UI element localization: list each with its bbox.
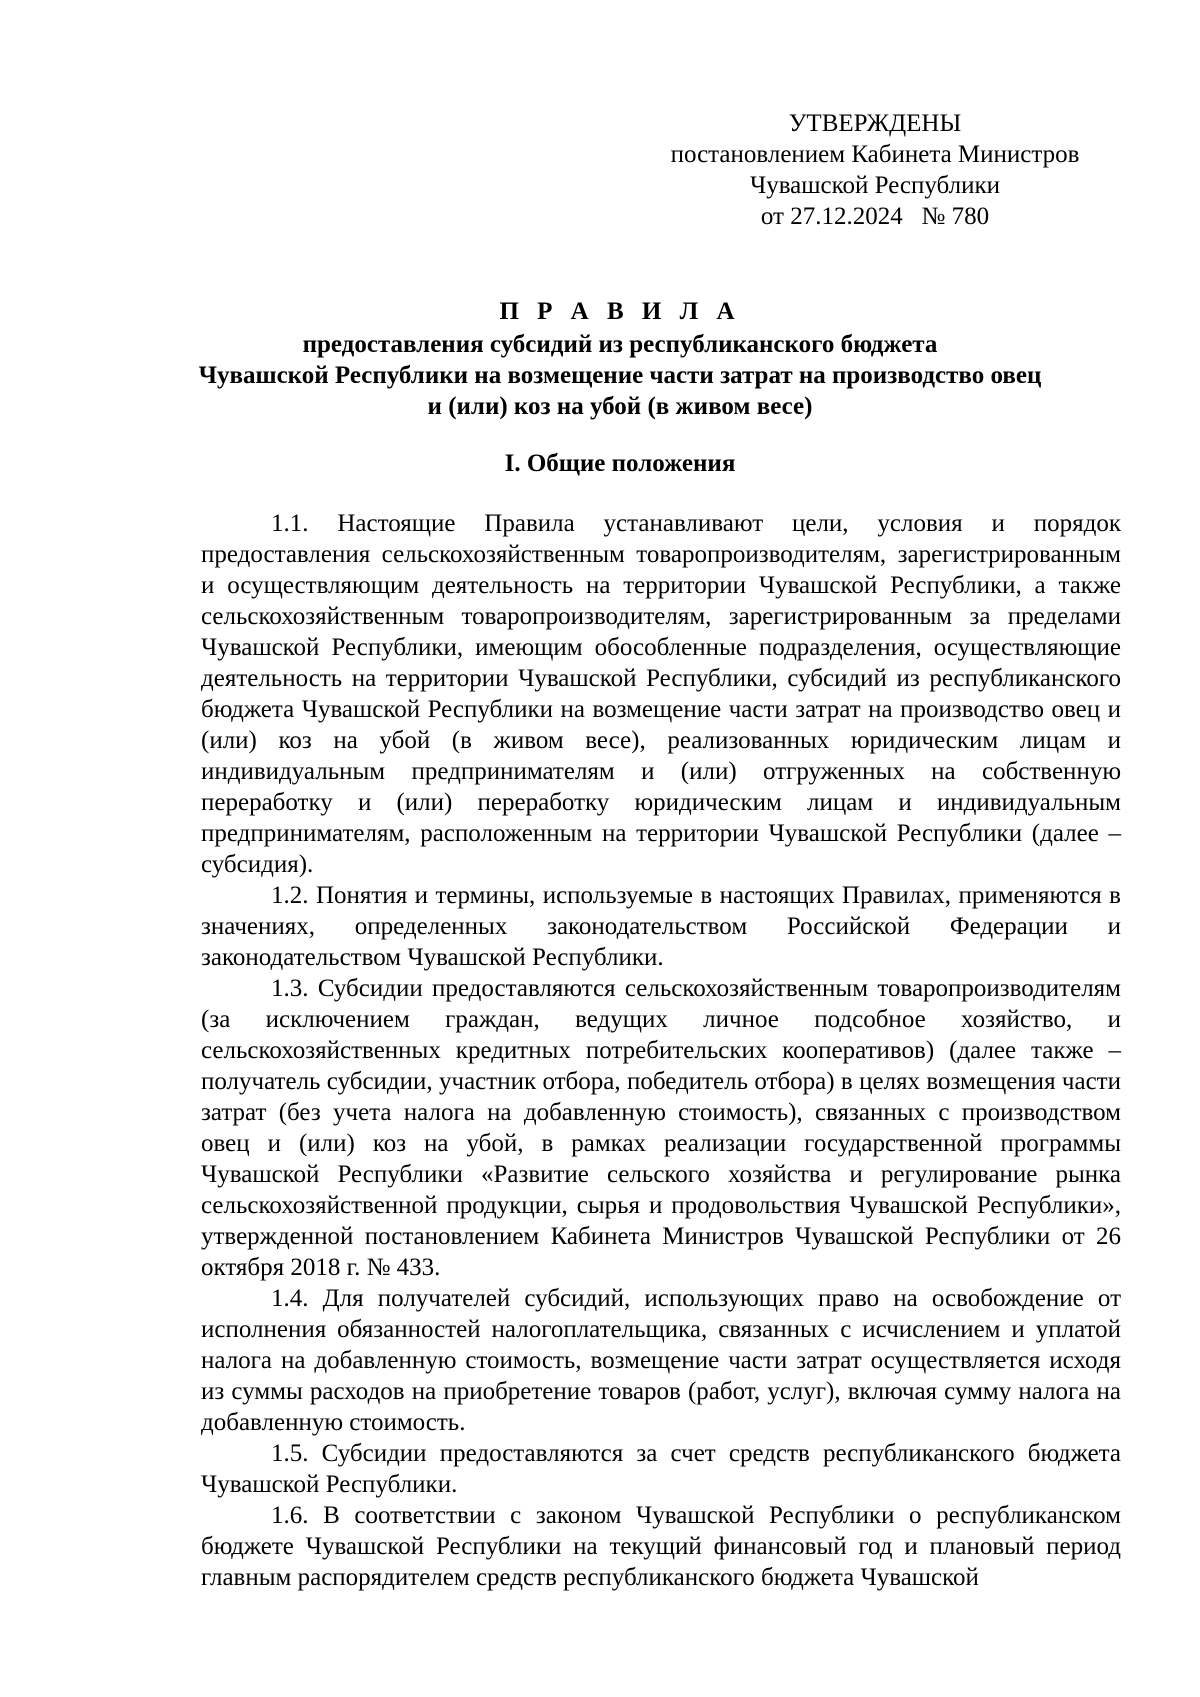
approval-issuer: постановлением Кабинета Министров: [670, 141, 1080, 168]
approval-stamp: [640, 108, 1110, 232]
document-title: [120, 296, 1120, 422]
paragraph-1-2: 1.2. Понятия и термины, используемые в настоящих Правилах, применяются в значениях, определенных законодательством Российской Федерации и законодательством Чувашской Республики.: [201, 882, 1121, 971]
document-body: [201, 508, 1121, 1593]
title-line-3: и (или) коз на убой (в живом весе): [427, 393, 813, 420]
title-heading: П Р А В И Л А: [499, 298, 741, 325]
approval-heading: УТВЕРЖДЕНЫ: [788, 110, 962, 137]
paragraph-1-5: 1.5. Субсидии предоставляются за счет средств республиканского бюджета Чувашской Республики.: [201, 1440, 1121, 1498]
approval-region: Чувашской Республики: [749, 172, 1001, 199]
approval-date-number: от 27.12.2024 № 780: [760, 203, 990, 230]
paragraph-1-4: 1.4. Для получателей субсидий, использующих право на освобождение от исполнения обязанностей налогоплательщика, связанных с исчислением и уплатой налога на добавленную стоимость, возмещение части затрат осуществляется исходя из суммы расходов на приобретение товаров (работ, услуг), включая сумму налога на добавленную стоимость.: [201, 1285, 1121, 1436]
paragraph-1-6: 1.6. В соответствии с законом Чувашской Республики о республиканском бюджете Чувашской Республики на текущий финансовый год и плановый период главным распорядителем средств республиканского бюджета Чувашской: [201, 1502, 1121, 1591]
paragraph-1-3: 1.3. Субсидии предоставляются сельскохозяйственным товаропроизводителям (за исключением граждан, ведущих личное подсобное хозяйство, и сельскохозяйственных кредитных потребительских кооперативов) (далее также – получатель субсидии, участник отбора, победитель отбора) в целях возмещения части затрат (без учета налога на добавленную стоимость), связанных с производством овец и (или) коз на убой, в рамках реализации государственной программы Чувашской Республики «Развитие сельского хозяйства и регулирование рынка сельскохозяйственной продукции, сырья и продовольствия Чувашской Республики», утвержденной постановлением Кабинета Министров Чувашской Республики от 26 октября 2018 г. № 433.: [201, 975, 1121, 1281]
paragraph-1-1: 1.1. Настоящие Правила устанавливают цели, условия и порядок предоставления сельскохозяйственным товаропроизводителям, зарегистрированным и осуществляющим деятельность на территории Чувашской Республики, а также сельскохозяйственным товаропроизводителям, зарегистрированным за пределами Чувашской Республики, имеющим обособленные подразделения, осуществляющие деятельность на территории Чувашской Республики, субсидий из республиканского бюджета Чувашской Республики на возмещение части затрат на производство овец и (или) коз на убой (в живом весе), реализованных юридическим лицам и индивидуальным предпринимателям и (или) отгруженных на собственную переработку и (или) переработку юридическим лицам и индивидуальным предпринимателям, расположенным на территории Чувашской Республики (далее – субсидия).: [201, 510, 1121, 878]
title-line-1: предоставления субсидий из республиканского бюджета: [302, 331, 938, 358]
section-heading: I. Общие положения: [504, 450, 736, 477]
title-line-2: Чувашской Республики на возмещение части затрат на производство овец: [198, 362, 1042, 389]
